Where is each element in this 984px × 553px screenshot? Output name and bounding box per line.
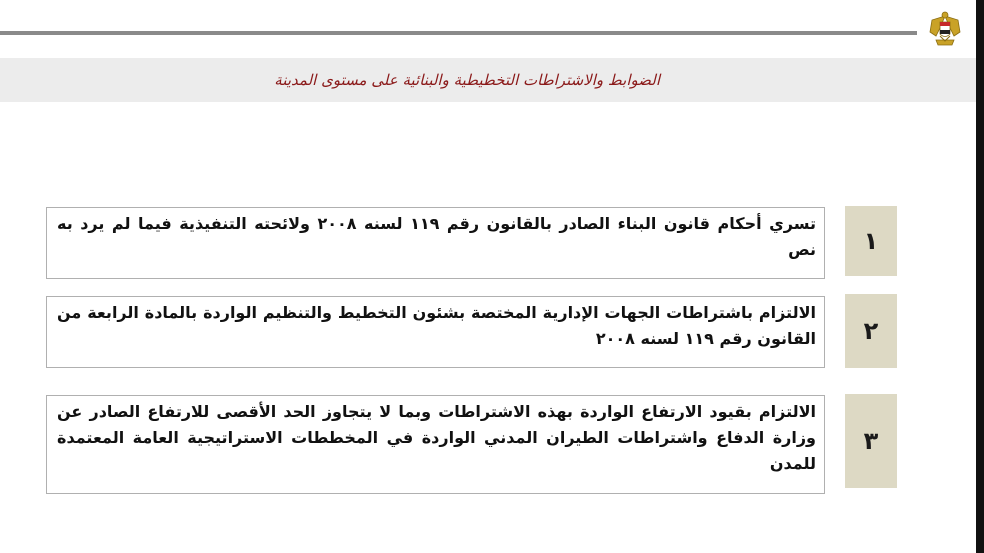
clause-text-box <box>46 395 825 494</box>
clause-number-badge: ٣ <box>845 394 897 488</box>
clause-text-box <box>46 296 825 368</box>
clause-number-badge: ٢ <box>845 294 897 368</box>
clause-text: الالتزام بقيود الارتفاع الواردة بهذه الاشتراطات وبما لا يتجاوز الحد الأقصى للارتفاع الصادر عن وزارة الدفاع واشتراطات الطيران المدني الواردة في المخططات الاستراتيجية العامة المعتمدة للمدن <box>57 402 816 473</box>
page-title: الضوابط والاشتراطات التخطيطية والبنائية على مستوى المدينة <box>274 71 660 89</box>
clause-number-badge: ١ <box>845 206 897 276</box>
egypt-eagle-emblem-icon <box>928 10 962 48</box>
clause-text: الالتزام باشتراطات الجهات الإدارية المختصة بشئون التخطيط والتنظيم الواردة بالمادة الرابعة من القانون رقم ١١٩ لسنه ٢٠٠٨ <box>57 303 816 348</box>
title-band <box>0 58 976 102</box>
header-divider <box>0 31 917 35</box>
window-edge-bar <box>976 0 984 553</box>
clause-text: تسري أحكام قانون البناء الصادر بالقانون رقم ١١٩ لسنه ٢٠٠٨ ولائحته التنفيذية فيما لم يرد به نص <box>57 214 817 259</box>
clause-text-box <box>46 207 825 279</box>
